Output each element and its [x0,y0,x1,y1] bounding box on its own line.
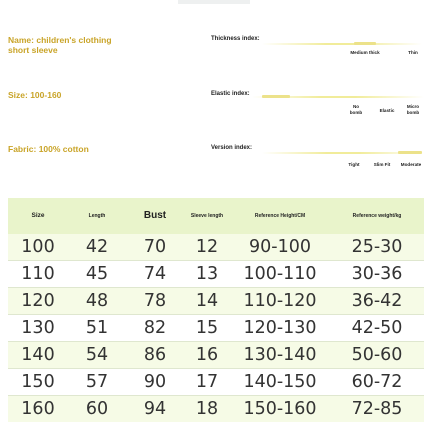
header-length: Length [88,213,106,219]
table-header [8,198,424,234]
table-row [8,288,424,314]
elastic-index-title: Elastic index: [211,91,250,97]
cell-length: 60 [85,399,109,419]
elastic-option-elastic: Elastic [379,108,395,113]
version-selected-marker [398,151,422,154]
cell-size: 140 [21,345,55,365]
cell-height: 120-130 [243,318,317,338]
version-option-tight: Tight [348,162,360,167]
cell-sleeve: 13 [195,264,219,284]
header-reference-height: Reference Height/CM [254,213,306,219]
thickness-track [262,43,422,45]
header-sleeve-length: Sleeve length [190,213,224,219]
top-decoration [178,0,250,4]
thickness-option-thin: Thin [408,50,418,55]
cell-length: 57 [85,372,109,392]
cell-size: 100 [21,237,55,257]
cell-size: 160 [21,399,55,419]
cell-size: 120 [21,291,55,311]
cell-height: 100-110 [243,264,317,284]
cell-height: 90-100 [249,237,311,257]
cell-height: 110-120 [243,291,317,311]
thickness-selected-marker [354,42,376,45]
cell-length: 48 [85,291,109,311]
elastic-option-micro-bomb: Micro bomb [406,104,420,115]
product-fabric: Fabric: 100% cotton [8,144,89,154]
table-row [8,234,424,260]
cell-weight: 72-85 [351,399,403,419]
cell-sleeve: 15 [195,318,219,338]
cell-sleeve: 14 [195,291,219,311]
cell-height: 140-150 [243,372,317,392]
cell-sleeve: 16 [195,345,219,365]
cell-height: 130-140 [243,345,317,365]
table-row [8,369,424,395]
elastic-selected-marker [262,95,290,98]
elastic-option-no-bomb: No bomb [349,104,363,115]
table-row [8,261,424,287]
header-size: Size [31,212,45,219]
cell-weight: 36-42 [351,291,403,311]
header-reference-weight: Reference weight/kg [352,213,402,219]
cell-bust: 78 [143,291,167,311]
cell-size: 130 [21,318,55,338]
cell-length: 42 [85,237,109,257]
product-name-line1: Name: children's clothing [8,35,112,45]
cell-bust: 86 [143,345,167,365]
cell-length: 51 [85,318,109,338]
cell-bust: 94 [143,399,167,419]
cell-weight: 42-50 [351,318,403,338]
table-row [8,315,424,341]
product-name [8,35,112,55]
cell-weight: 50-60 [351,345,403,365]
cell-length: 45 [85,264,109,284]
version-option-moderate: Moderate [400,162,422,167]
cell-sleeve: 18 [195,399,219,419]
cell-bust: 70 [143,237,167,257]
product-name-line2: short sleeve [8,45,58,55]
cell-height: 150-160 [243,399,317,419]
cell-bust: 82 [143,318,167,338]
cell-size: 150 [21,372,55,392]
cell-bust: 74 [143,264,167,284]
cell-weight: 25-30 [351,237,403,257]
table-row [8,342,424,368]
thickness-index-title: Thickness index: [211,36,260,42]
product-size: Size: 100-160 [8,90,62,100]
header-bust: Bust [143,210,167,221]
cell-weight: 60-72 [351,372,403,392]
thickness-option-medium-thick: Medium thick [350,50,380,55]
table-row [8,396,424,422]
cell-weight: 30-36 [351,264,403,284]
version-option-slim-fit: Slim Fit [373,162,391,167]
cell-size: 110 [21,264,55,284]
cell-length: 54 [85,345,109,365]
version-index-title: Version index: [211,145,253,151]
cell-bust: 90 [143,372,167,392]
cell-sleeve: 12 [195,237,219,257]
cell-sleeve: 17 [195,372,219,392]
